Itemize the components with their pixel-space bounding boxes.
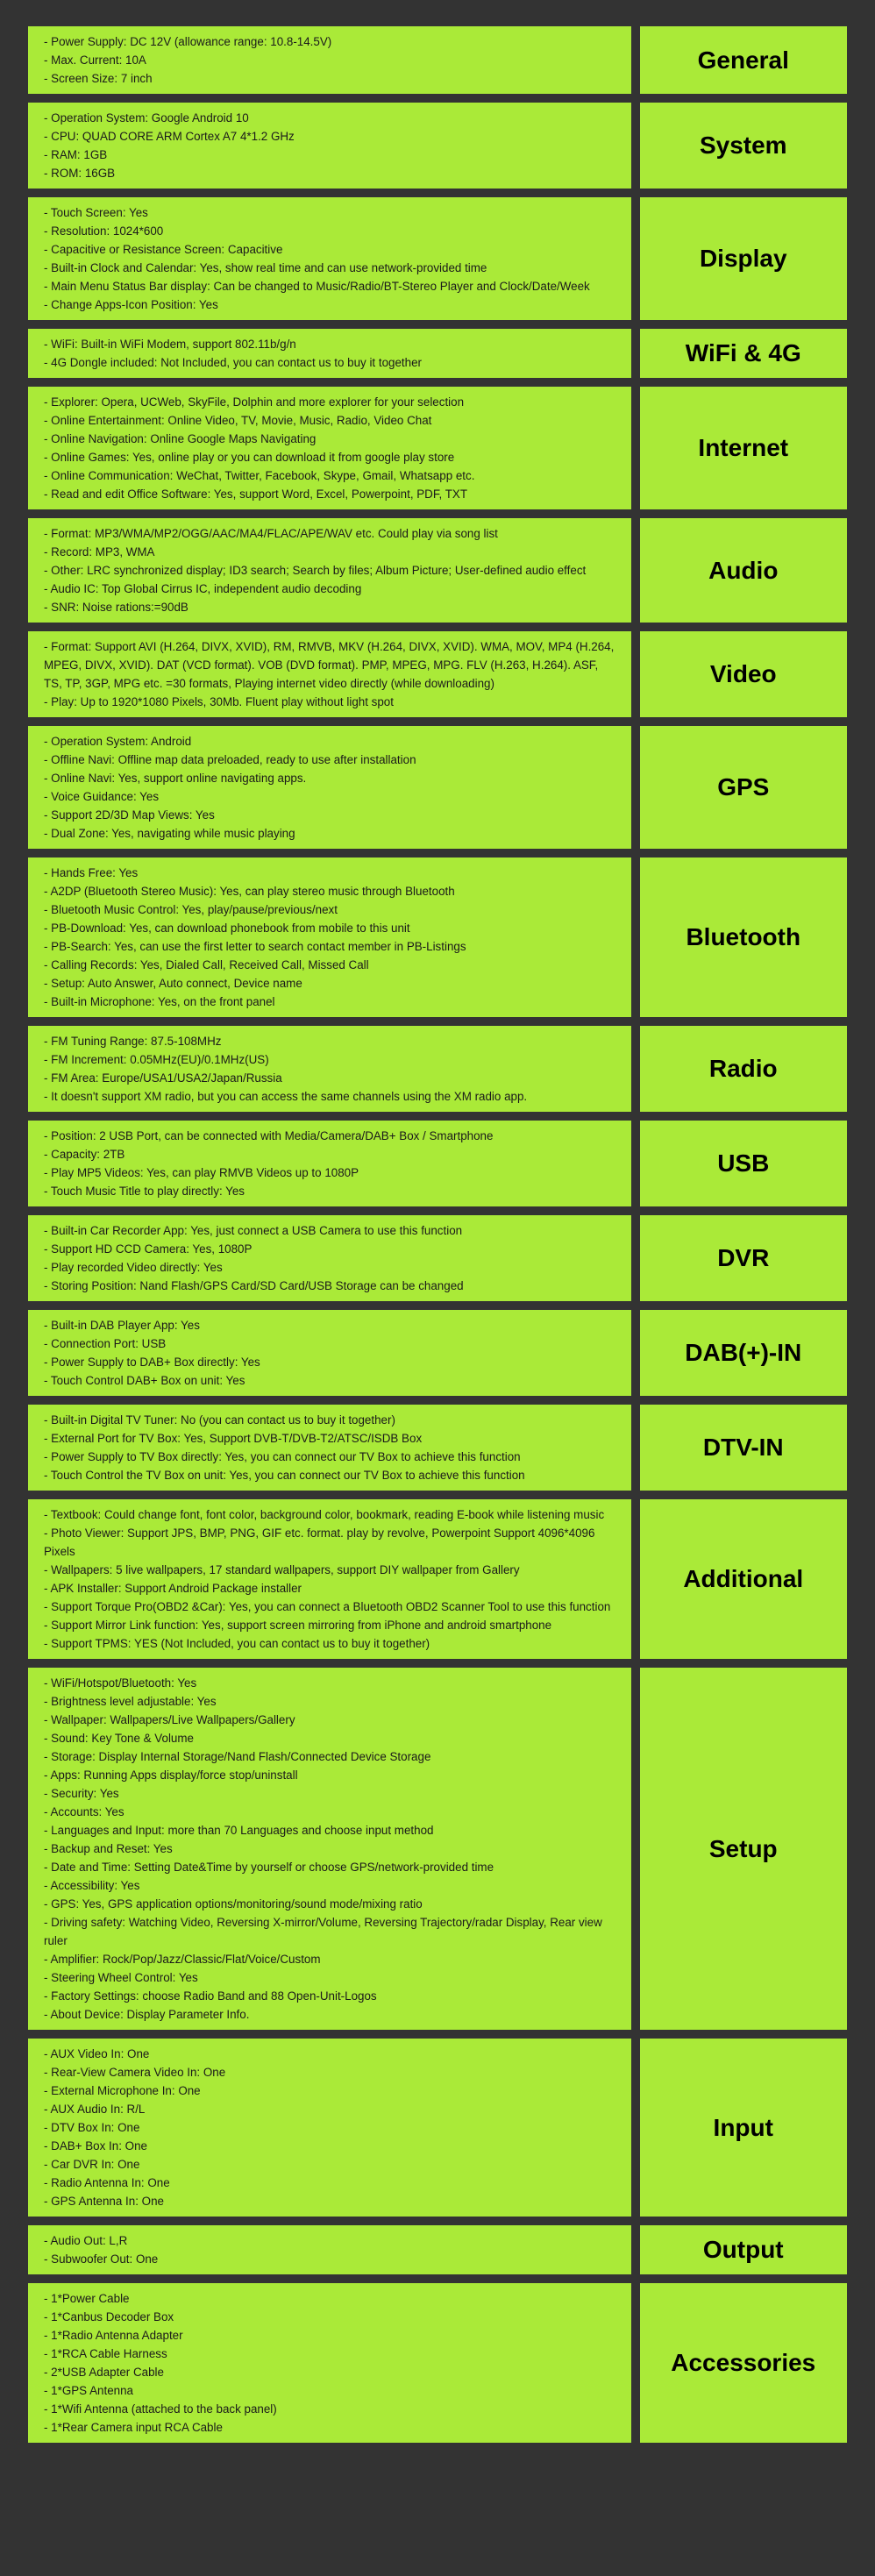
spec-line: - Play recorded Video directly: Yes: [44, 1261, 223, 1274]
spec-line: - Power Supply to TV Box directly: Yes, you can connect our TV Box to achieve this function: [44, 1450, 521, 1463]
section-title: WiFi & 4G: [685, 339, 801, 366]
spec-line: - Screen Size: 7 inch: [44, 72, 153, 85]
spec-line: - Play MP5 Videos: Yes, can play RMVB Videos up to 1080P: [44, 1166, 359, 1179]
section-title: General: [697, 46, 789, 74]
spec-line: - Capacitive or Resistance Screen: Capacitive: [44, 243, 283, 256]
spec-list: [28, 1405, 631, 1491]
spec-line: - About Device: Display Parameter Info.: [44, 2008, 250, 2021]
spec-line: - FM Tuning Range: 87.5-108MHz: [44, 1035, 222, 1048]
section-title: Output: [702, 2236, 784, 2263]
spec-line: - Textbook: Could change font, font color, background color, bookmark, reading E-book while listening music: [44, 1508, 605, 1521]
section-label-cell: [640, 2283, 847, 2443]
spec-line: - 1*GPS Antenna: [44, 2384, 133, 2397]
spec-list: [28, 2225, 631, 2274]
section-title: Radio: [708, 1055, 778, 1082]
spec-line: - 1*Wifi Antenna (attached to the back panel): [44, 2402, 277, 2416]
spec-line: - Format: Support AVI (H.264, DIVX, XVID), RM, RMVB, MKV (H.264, DIVX, XVID). WMA, MOV, MP4 (H.264, MPEG, DIVX, XVID). DAT (VCD format). VOB (DVD format). PMP, MPEG, MPG. FLV (H.263, H.264). ASF, TS, TP, 3GP, MPG etc. =30 formats, Playing internet video directly (while downloading): [44, 640, 615, 690]
spec-line: - Online Entertainment: Online Video, TV, Movie, Music, Radio, Video Chat: [44, 414, 432, 427]
spec-line: - Brightness level adjustable: Yes: [44, 1695, 217, 1708]
spec-list: [28, 518, 631, 623]
section-title: Bluetooth: [686, 923, 801, 950]
spec-line: - Online Navi: Yes, support online navigating apps.: [44, 772, 307, 785]
section-title: Audio: [708, 556, 779, 584]
spec-line: - RAM: 1GB: [44, 148, 108, 161]
spec-line: - Built-in DAB Player App: Yes: [44, 1319, 200, 1332]
spec-line: - WiFi/Hotspot/Bluetooth: Yes: [44, 1676, 197, 1690]
section-label-cell: [640, 197, 847, 320]
spec-line: - SNR: Noise rations:=90dB: [44, 601, 189, 614]
spec-line: - Support 2D/3D Map Views: Yes: [44, 808, 215, 822]
spec-line: - Rear-View Camera Video In: One: [44, 2066, 226, 2079]
spec-list: [28, 1121, 631, 1206]
spec-list: [28, 26, 631, 94]
spec-line: - APK Installer: Support Android Package installer: [44, 1582, 302, 1595]
spec-line: - 1*Power Cable: [44, 2292, 130, 2305]
spec-line: - Format: MP3/WMA/MP2/OGG/AAC/MA4/FLAC/APE/WAV etc. Could play via song list: [44, 527, 498, 540]
spec-line: - AUX Audio In: R/L: [44, 2103, 146, 2116]
spec-list: [28, 1026, 631, 1112]
spec-section: [28, 103, 847, 189]
section-label-cell: [640, 103, 847, 189]
spec-line: - WiFi: Built-in WiFi Modem, support 802.11b/g/n: [44, 338, 296, 351]
spec-section: [28, 1405, 847, 1491]
spec-line: - Capacity: 2TB: [44, 1148, 125, 1161]
spec-section: [28, 2225, 847, 2274]
spec-line: - Amplifier: Rock/Pop/Jazz/Classic/Flat/Voice/Custom: [44, 1953, 321, 1966]
spec-line: - 1*Canbus Decoder Box: [44, 2310, 174, 2323]
spec-line: - Accounts: Yes: [44, 1805, 124, 1818]
spec-line: - Power Supply: DC 12V (allowance range: 10.8-14.5V): [44, 35, 332, 48]
section-title: GPS: [717, 773, 770, 801]
spec-line: - DTV Box In: One: [44, 2121, 140, 2134]
spec-line: - Storing Position: Nand Flash/GPS Card/SD Card/USB Storage can be changed: [44, 1279, 464, 1292]
spec-line: - 4G Dongle included: Not Included, you can contact us to buy it together: [44, 356, 422, 369]
spec-line: - Change Apps-Icon Position: Yes: [44, 298, 218, 311]
spec-line: - GPS Antenna In: One: [44, 2195, 164, 2208]
spec-line: - External Microphone In: One: [44, 2084, 201, 2097]
spec-line: - Voice Guidance: Yes: [44, 790, 160, 803]
spec-section: [28, 857, 847, 1017]
spec-line: - Storage: Display Internal Storage/Nand Flash/Connected Device Storage: [44, 1750, 431, 1763]
spec-line: - 1*RCA Cable Harness: [44, 2347, 167, 2360]
spec-line: - Support Torque Pro(OBD2 &Car): Yes, you can connect a Bluetooth OBD2 Scanner Tool to use this function: [44, 1600, 611, 1613]
section-label-cell: [640, 387, 847, 509]
section-title: Internet: [698, 434, 789, 461]
section-title: DVR: [717, 1244, 770, 1271]
section-title: Input: [713, 2113, 773, 2141]
spec-line: - Offline Navi: Offline map data preloaded, ready to use after installation: [44, 753, 416, 766]
spec-list: [28, 2039, 631, 2217]
spec-line: - Car DVR In: One: [44, 2158, 140, 2171]
spec-line: - Operation System: Android: [44, 735, 192, 748]
spec-line: - 1*Radio Antenna Adapter: [44, 2329, 183, 2342]
spec-list: [28, 329, 631, 378]
spec-list: [28, 1499, 631, 1659]
section-title: System: [699, 132, 787, 159]
spec-line: - Play: Up to 1920*1080 Pixels, 30Mb. Fluent play without light spot: [44, 695, 394, 708]
spec-section: [28, 518, 847, 623]
section-title: DTV-IN: [702, 1434, 784, 1461]
section-label-cell: [640, 631, 847, 717]
spec-list: [28, 1668, 631, 2030]
spec-line: - GPS: Yes, GPS application options/monitoring/sound mode/mixing ratio: [44, 1897, 423, 1911]
spec-line: - Touch Music Title to play directly: Yes: [44, 1185, 245, 1198]
spec-line: - Online Communication: WeChat, Twitter, Facebook, Skype, Gmail, Whatsapp etc.: [44, 469, 475, 482]
spec-line: - 1*Rear Camera input RCA Cable: [44, 2421, 223, 2434]
spec-line: - Photo Viewer: Support JPS, BMP, PNG, GIF etc. format. play by revolve, Powerpoint Support 4096*4096 Pixels: [44, 1526, 595, 1558]
section-label-cell: [640, 1026, 847, 1112]
spec-line: - Touch Control the TV Box on unit: Yes, you can connect our TV Box to achieve this function: [44, 1469, 525, 1482]
spec-line: - Apps: Running Apps display/force stop/uninstall: [44, 1768, 298, 1782]
spec-list: [28, 726, 631, 849]
spec-line: - Backup and Reset: Yes: [44, 1842, 173, 1855]
spec-line: - Support TPMS: YES (Not Included, you can contact us to buy it together): [44, 1637, 430, 1650]
spec-line: - Record: MP3, WMA: [44, 545, 155, 559]
spec-list: [28, 2283, 631, 2443]
spec-line: - Support HD CCD Camera: Yes, 1080P: [44, 1242, 253, 1256]
spec-section: [28, 26, 847, 94]
spec-section: [28, 1499, 847, 1659]
spec-section: [28, 329, 847, 378]
spec-list: [28, 857, 631, 1017]
spec-line: - PB-Search: Yes, can use the first letter to search contact member in PB-Listings: [44, 940, 466, 953]
spec-line: - PB-Download: Yes, can download phonebook from mobile to this unit: [44, 922, 410, 935]
spec-line: - AUX Video In: One: [44, 2047, 150, 2060]
spec-list: [28, 387, 631, 509]
spec-line: - ROM: 16GB: [44, 167, 116, 180]
spec-line: - Explorer: Opera, UCWeb, SkyFile, Dolphin and more explorer for your selection: [44, 395, 465, 409]
spec-line: - CPU: QUAD CORE ARM Cortex A7 4*1.2 GHz: [44, 130, 295, 143]
section-title: Setup: [708, 1834, 778, 1862]
spec-line: - Dual Zone: Yes, navigating while music playing: [44, 827, 295, 840]
spec-line: - Other: LRC synchronized display; ID3 search; Search by files; Album Picture; User-defined audio effect: [44, 564, 587, 577]
spec-line: - Factory Settings: choose Radio Band and 88 Open-Unit-Logos: [44, 1989, 377, 2003]
spec-line: - Online Games: Yes, online play or you can download it from google play store: [44, 451, 455, 464]
section-title: Display: [699, 245, 787, 272]
spec-line: - Operation System: Google Android 10: [44, 111, 249, 125]
spec-line: - Read and edit Office Software: Yes, support Word, Excel, Powerpoint, PDF, TXT: [44, 487, 468, 501]
spec-line: - Wallpaper: Wallpapers/Live Wallpapers/Gallery: [44, 1713, 295, 1726]
spec-section: [28, 197, 847, 320]
spec-line: - Position: 2 USB Port, can be connected with Media/Camera/DAB+ Box / Smartphone: [44, 1129, 494, 1142]
spec-line: - Languages and Input: more than 70 Languages and choose input method: [44, 1824, 434, 1837]
spec-line: - Date and Time: Setting Date&Time by yourself or choose GPS/network-provided time: [44, 1861, 494, 1874]
section-label-cell: [640, 1121, 847, 1206]
spec-line: - Wallpapers: 5 live wallpapers, 17 standard wallpapers, support DIY wallpaper from Gallery: [44, 1563, 520, 1576]
spec-line: - Subwoofer Out: One: [44, 2252, 159, 2266]
spec-line: - Security: Yes: [44, 1787, 119, 1800]
section-label-cell: [640, 726, 847, 849]
section-label-cell: [640, 1499, 847, 1659]
spec-line: - It doesn't support XM radio, but you can access the same channels using the XM radio app.: [44, 1090, 528, 1103]
spec-line: - Radio Antenna In: One: [44, 2176, 170, 2189]
section-label-cell: [640, 329, 847, 378]
section-label-cell: [640, 518, 847, 623]
spec-line: - Driving safety: Watching Video, Reversing X-mirror/Volume, Reversing Trajectory/radar Display, Rear view ruler: [44, 1916, 602, 1947]
spec-line: - Hands Free: Yes: [44, 866, 139, 879]
section-title: USB: [717, 1149, 770, 1177]
spec-section: [28, 1215, 847, 1301]
spec-list: [28, 103, 631, 189]
section-label-cell: [640, 2039, 847, 2217]
spec-line: - A2DP (Bluetooth Stereo Music): Yes, can play stereo music through Bluetooth: [44, 885, 455, 898]
section-label-cell: [640, 1405, 847, 1491]
spec-section: [28, 2039, 847, 2217]
spec-section: [28, 1121, 847, 1206]
spec-line: - Support Mirror Link function: Yes, support screen mirroring from iPhone and android smartphone: [44, 1619, 552, 1632]
spec-line: - Accessibility: Yes: [44, 1879, 140, 1892]
spec-line: - Main Menu Status Bar display: Can be changed to Music/Radio/BT-Stereo Player and Clock/Date/Week: [44, 280, 590, 293]
spec-line: - Online Navigation: Online Google Maps Navigating: [44, 432, 317, 445]
spec-line: - Sound: Key Tone & Volume: [44, 1732, 194, 1745]
spec-list: [28, 1310, 631, 1396]
spec-line: - DAB+ Box In: One: [44, 2139, 147, 2153]
section-label-cell: [640, 1668, 847, 2030]
spec-section: [28, 631, 847, 717]
spec-line: - Built-in Microphone: Yes, on the front panel: [44, 995, 275, 1008]
spec-line: - Audio IC: Top Global Cirrus IC, independent audio decoding: [44, 582, 362, 595]
spec-line: - External Port for TV Box: Yes, Support DVB-T/DVB-T2/ATSC/ISDB Box: [44, 1432, 423, 1445]
spec-line: - Calling Records: Yes, Dialed Call, Received Call, Missed Call: [44, 958, 369, 971]
spec-list: [28, 1215, 631, 1301]
section-label-cell: [640, 1310, 847, 1396]
section-title: Additional: [683, 1565, 804, 1592]
spec-line: - Audio Out: L,R: [44, 2234, 128, 2247]
spec-section: [28, 1310, 847, 1396]
spec-line: - Max. Current: 10A: [44, 53, 146, 67]
spec-section: [28, 2283, 847, 2443]
spec-section: [28, 387, 847, 509]
spec-line: - Touch Screen: Yes: [44, 206, 148, 219]
spec-line: - FM Area: Europe/USA1/USA2/Japan/Russia: [44, 1071, 282, 1085]
spec-section: [28, 1026, 847, 1112]
spec-line: - Setup: Auto Answer, Auto connect, Device name: [44, 977, 302, 990]
section-label-cell: [640, 1215, 847, 1301]
spec-line: - Built-in Car Recorder App: Yes, just connect a USB Camera to use this function: [44, 1224, 463, 1237]
spec-section: [28, 1668, 847, 2030]
spec-list: [28, 197, 631, 320]
spec-line: - Bluetooth Music Control: Yes, play/pause/previous/next: [44, 903, 338, 916]
spec-line: - Steering Wheel Control: Yes: [44, 1971, 198, 1984]
spec-line: - Built-in Digital TV Tuner: No (you can contact us to buy it together): [44, 1413, 395, 1427]
spec-section: [28, 726, 847, 849]
section-label-cell: [640, 26, 847, 94]
spec-line: - FM Increment: 0.05MHz(EU)/0.1MHz(US): [44, 1053, 269, 1066]
spec-line: - Touch Control DAB+ Box on unit: Yes: [44, 1374, 245, 1387]
section-title: Accessories: [671, 2349, 816, 2376]
spec-line: - Power Supply to DAB+ Box directly: Yes: [44, 1356, 260, 1369]
section-title: Video: [709, 660, 777, 687]
section-label-cell: [640, 2225, 847, 2274]
spec-line: - Built-in Clock and Calendar: Yes, show real time and can use network-provided time: [44, 261, 487, 274]
spec-line: - Connection Port: USB: [44, 1337, 167, 1350]
spec-line: - Resolution: 1024*600: [44, 224, 164, 238]
spec-line: - 2*USB Adapter Cable: [44, 2366, 164, 2379]
section-label-cell: [640, 857, 847, 1017]
section-title: DAB(+)-IN: [685, 1339, 802, 1366]
spec-list: [28, 631, 631, 717]
